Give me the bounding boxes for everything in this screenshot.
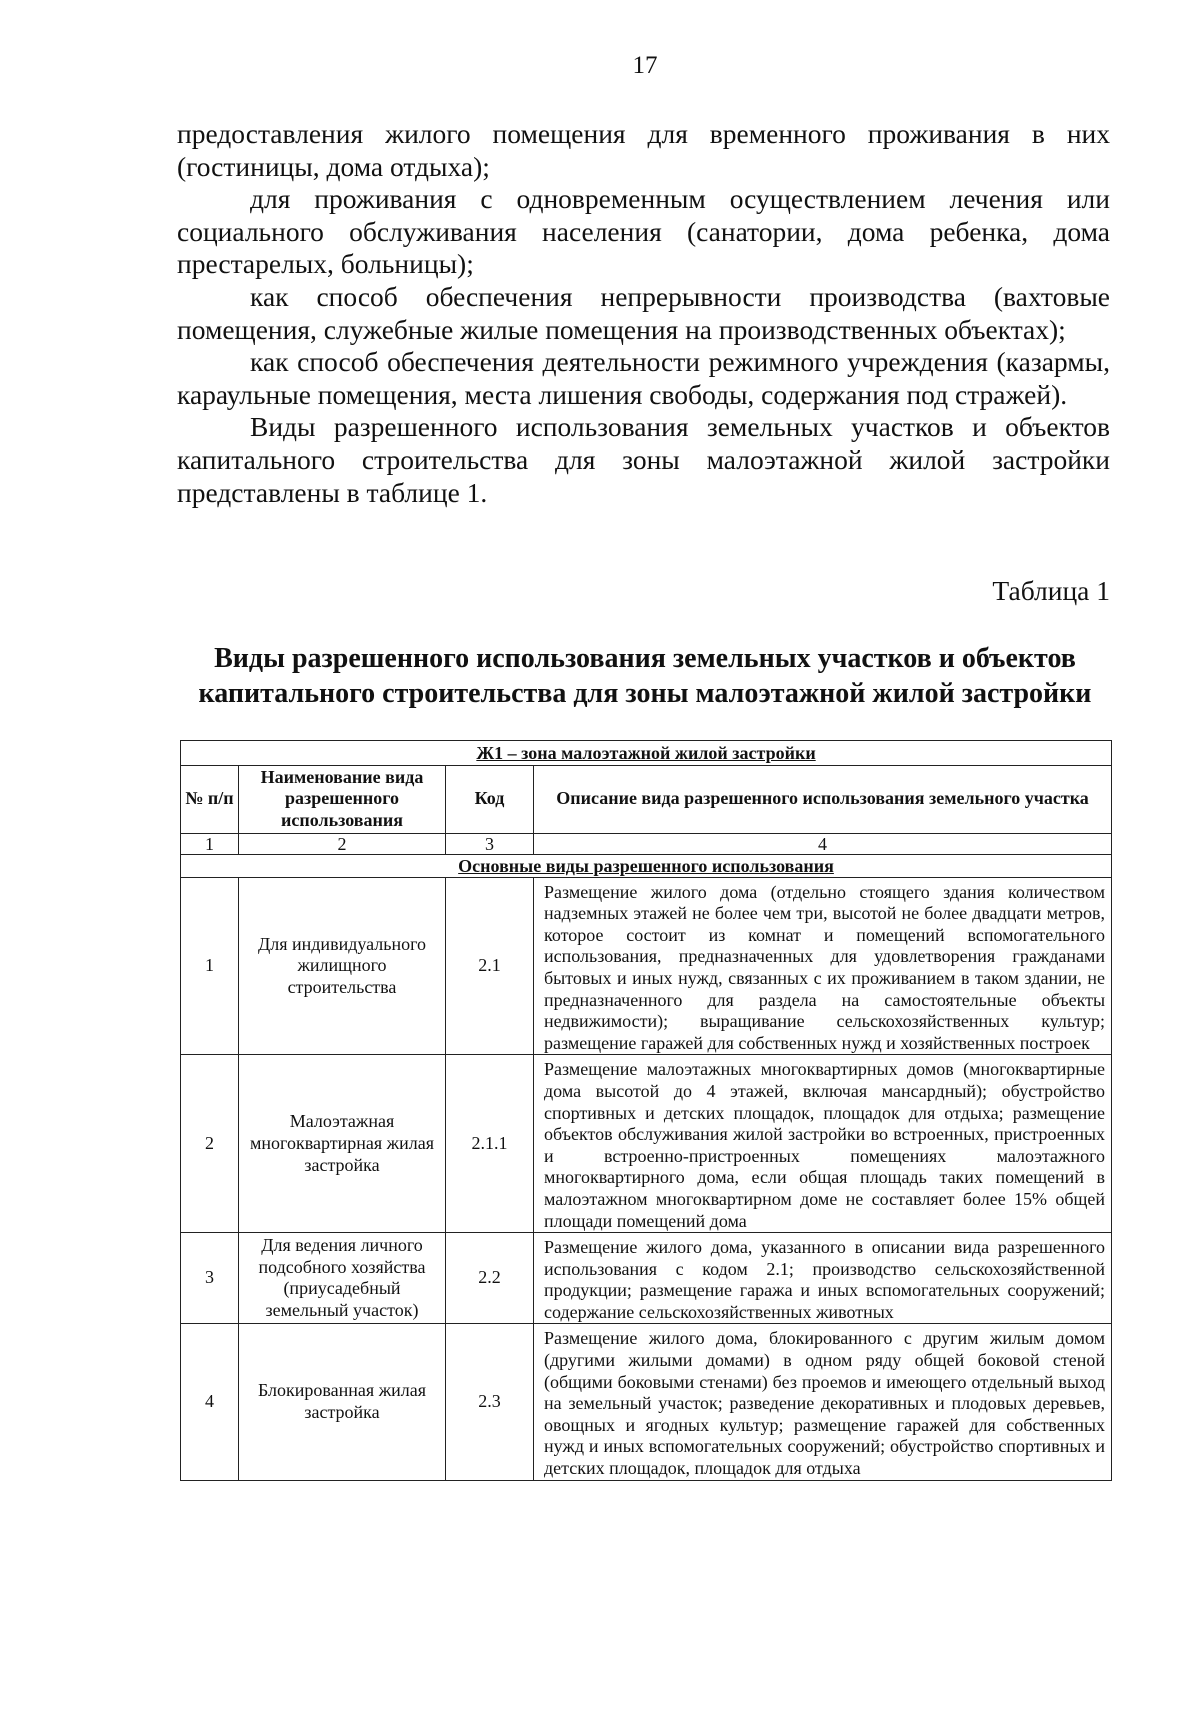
row-description: Размещение жилого дома (отдельно стоящего здания количеством надземных этажей не более чем три, высотой не более двадцати метров, которое состоит из комнат и помещений вспомогательного использования, предназначенных для удовлетворения гражданами бытовых и иных нужд, связанных с их проживанием в таком здании, не предназначенного для раздела на самостоятельные объекты недвижимости); выращивание сельскохозяйственных культур; размещение гаражей для собственных нужд и хозяйственных построек xyxy=(534,877,1112,1055)
col-name-header: Наименование вида разрешенного использования xyxy=(239,765,446,833)
row-description: Размещение жилого дома, указанного в описании вида разрешенного использования с кодом 2.1; производство сельскохозяйственной продукции; размещение гаража и иных вспомогательных сооружений; содержание сельскохозяйственных животных xyxy=(534,1233,1112,1324)
row-name: Для индивидуального жилищного строительства xyxy=(239,877,446,1055)
row-name: Для ведения личного подсобного хозяйства (приусадебный земельный участок) xyxy=(239,1233,446,1324)
row-number: 1 xyxy=(181,877,239,1055)
table-row xyxy=(181,1324,1112,1480)
zone-header-row xyxy=(181,741,1112,766)
row-number: 4 xyxy=(181,1324,239,1480)
row-number: 2 xyxy=(181,1055,239,1233)
table-title xyxy=(150,641,1140,711)
column-header-row xyxy=(181,765,1112,833)
column-number: 4 xyxy=(534,833,1112,854)
section-header: Основные виды разрешенного использования xyxy=(181,854,1112,877)
row-code: 2.2 xyxy=(446,1233,534,1324)
zone-header: Ж1 – зона малоэтажной жилой застройки xyxy=(181,741,1112,766)
column-number: 1 xyxy=(181,833,239,854)
col-code-header: Код xyxy=(446,765,534,833)
col-num-header: № п/п xyxy=(181,765,239,833)
column-number: 2 xyxy=(239,833,446,854)
column-numbers-row xyxy=(181,833,1112,854)
paragraph: как способ обеспечения непрерывности производства (вахтовые помещения, служебные жилые помещения на производственных объектах); xyxy=(177,280,1110,345)
row-name: Малоэтажная многоквартирная жилая застройка xyxy=(239,1055,446,1233)
table-row xyxy=(181,1055,1112,1233)
table-caption: Таблица 1 xyxy=(992,575,1110,606)
table-title-line: Виды разрешенного использования земельных участков и объектов xyxy=(214,643,1076,674)
column-number: 3 xyxy=(446,833,534,854)
body-text xyxy=(177,118,1110,509)
paragraph: Виды разрешенного использования земельных участков и объектов капитального строительства для зоны малоэтажной жилой застройки представлены в таблице 1. xyxy=(177,411,1110,508)
row-code: 2.3 xyxy=(446,1324,534,1480)
paragraph: предоставления жилого помещения для временного проживания в них (гостиницы, дома отдыха); xyxy=(177,118,1110,182)
table-row xyxy=(181,877,1112,1055)
page-number: 17 xyxy=(632,52,658,79)
row-name: Блокированная жилая застройка xyxy=(239,1324,446,1480)
table-row xyxy=(181,1233,1112,1324)
paragraph: для проживания с одновременным осуществлением лечения или социального обслуживания населения (санатории, дома ребенка, дома престарелых, больницы); xyxy=(177,183,1110,280)
col-desc-header: Описание вида разрешенного использования земельного участка xyxy=(534,765,1112,833)
section-header-row xyxy=(181,854,1112,877)
paragraph: как способ обеспечения деятельности режимного учреждения (казармы, караульные помещения, места лишения свободы, содержания под стражей). xyxy=(177,346,1110,410)
row-number: 3 xyxy=(181,1233,239,1324)
table-title-line: капитального строительства для зоны малоэтажной жилой застройки xyxy=(198,678,1092,709)
row-code: 2.1 xyxy=(446,877,534,1055)
row-description: Размещение малоэтажных многоквартирных домов (многоквартирные дома высотой до 4 этажей, включая мансардный); обустройство спортивных и детских площадок, площадок для отдыха; размещение объектов обслуживания жилой застройки во встроенных, пристроенных и встроенно-пристроенных помещениях малоэтажного многоквартирного дома, если общая площадь таких помещений в малоэтажном многоквартирном доме не составляет более 15% общей площади помещений дома xyxy=(534,1055,1112,1233)
zone-table xyxy=(180,740,1112,1481)
row-description: Размещение жилого дома, блокированного с другим жилым домом (другими жилыми домами) в одном ряду общей боковой стеной (общими боковыми стенами) без проемов и имеющего отдельный выход на земельный участок; разведение декоративных и плодовых деревьев, овощных и ягодных культур; размещение гаражей для собственных нужд и иных вспомогательных сооружений; обустройство спортивных и детских площадок, площадок для отдыха xyxy=(534,1324,1112,1480)
row-code: 2.1.1 xyxy=(446,1055,534,1233)
